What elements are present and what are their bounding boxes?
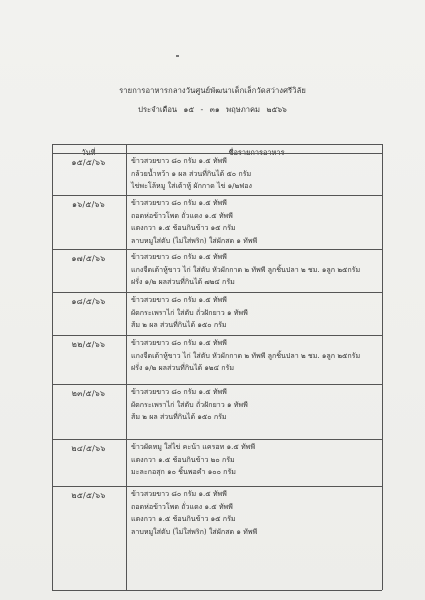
row-date: ๑๕/๕/๖๖ [71,158,106,167]
menu-item-line: ไข่พะโล้หมู ใส่เต้าหู้ ผักกาด ไข่ ๑/๒ฟอง [131,181,252,190]
menu-item-line: ฝรั่ง ๑/๒ ผลส่วนที่กินได้ ๑๒๔ กรัม [131,363,235,372]
row-divider [52,439,382,440]
menu-item-line: ข้าวผัดหมู ใส่ไข่ คะน้า แครอท ๑.๕ ทัพพี [131,442,256,451]
menu-item-line: ถอดห่อข้าวโพด ถั่วแดง ๑.๕ ทัพพี [131,210,233,220]
menu-item-line: ข้าวสวยขาว ๘๐ กรัม ๑.๕ ทัพพี [131,198,227,207]
menu-item-line: แกงจืดเต้าหู้ขาว ไก่ ใส่ตับ หัวผักกาด ๒ ทัพพี ลูกชิ้นปลา ๒ ชม. ๑ลูก ๒๕กรัม [131,350,361,360]
row-date: ๑๖/๕/๖๖ [71,200,106,209]
row-date: ๒๒/๕/๖๖ [71,340,106,349]
menu-item-line: ข้าวสวยขาว ๘๐ กรัม ๑.๕ ทัพพี [131,338,227,347]
menu-item-line: ข้าวสวยขาว ๘๐ กรัม ๑.๕ ทัพพี [131,295,227,304]
menu-item-line: ส้ม ๒ ผล ส่วนที่กินได้ ๑๕๐ กรัม [131,412,227,421]
row-date: ๑๘/๕/๖๖ [71,297,106,306]
date-column-header: วันที่ [81,148,96,157]
menu-item-line: แตงกวา ๑.๕ ช้อนกินข้าว ๑๕ กรัม [131,223,236,232]
row-date: ๒๔/๕/๖๖ [71,444,106,453]
menu-item-line: ลาบหมูใส่ตับ (ไม่ใส่พริก) ใส่ผักสด ๑ ทัพพี [131,235,258,245]
menu-item-line: ข้าวสวยขาว ๘๐ กรัม ๑.๕ ทัพพี [131,387,227,396]
menu-item-line: ผัดกระเพราไก่ ใส่ตับ ถั่วฝักยาว ๑ ทัพพี [131,399,248,409]
row-divider [52,335,382,336]
menu-column-header: ชื่อรายการอาหาร [228,148,285,157]
menu-item-line: แตงกวา ๑.๕ ช้อนกินข้าว ๒๐ กรัม [131,454,235,464]
menu-item-line: ฝรั่ง ๑/๒ ผลส่วนที่กินได้ ๗๒๔ กรัม [131,277,235,286]
menu-item-line: ข้าวสวยขาว ๘๐ กรัม ๑.๕ ทัพพี [131,252,227,261]
menu-item-line: ผัดกระเพราไก่ ใส่ตับ ถั่วฝักยาว ๑ ทัพพี [131,307,248,317]
row-divider [52,486,382,487]
row-divider [52,195,382,196]
table-top-border [52,144,382,145]
row-date: ๒๓/๕/๖๖ [71,389,106,398]
column-divider [126,144,127,590]
menu-item-line: ลาบหมูใส่ตับ (ไม่ใส่พริก) ใส่ผักสด ๑ ทัพพี [131,526,258,536]
document-subtitle: ประจำเดือน ๑๕ - ๓๑ พฤษภาคม ๒๕๖๖ [138,105,287,114]
table-bottom-border [52,590,382,591]
menu-item-line: ข้าวสวยขาว ๘๐ กรัม ๑.๕ ทัพพี [131,156,227,165]
table-right-border [382,144,383,590]
menu-item-line: แกงจืดเต้าหู้ขาว ไก่ ใส่ตับ หัวผักกาด ๒ ทัพพี ลูกชิ้นปลา ๒ ชม. ๑ลูก ๒๕กรัม [131,264,361,274]
row-date: ๑๗/๕/๖๖ [71,254,106,263]
menu-item-line: แตงกวา ๑.๕ ช้อนกินข้าว ๑๕ กรัม [131,514,236,523]
menu-item-line: ถอดห่อข้าวโพด ถั่วแดง ๑.๕ ทัพพี [131,501,233,511]
row-date: ๒๕/๕/๖๖ [71,491,106,500]
menu-item-line: ข้าวสวยขาว ๘๐ กรัม ๑.๕ ทัพพี [131,489,227,498]
row-divider [52,153,382,154]
menu-item-line: ส้ม ๒ ผล ส่วนที่กินได้ ๑๕๐ กรัม [131,320,227,329]
row-divider [52,384,382,385]
document-title: รายการอาหารกลางวันศูนย์พัฒนาเด็กเล็กวัดสว่างศรีวิลัย [119,86,306,95]
menu-item-line: กล้วยน้ำหว้า ๑ ผล ส่วนที่กินได้ ๕๐ กรัม [131,168,252,178]
scan-speck [176,55,179,57]
row-divider [52,249,382,250]
menu-item-line: มะละกอสุก ๑๐ ชิ้นพอคำ ๑๐๐ กรัม [131,467,236,476]
row-divider [52,292,382,293]
